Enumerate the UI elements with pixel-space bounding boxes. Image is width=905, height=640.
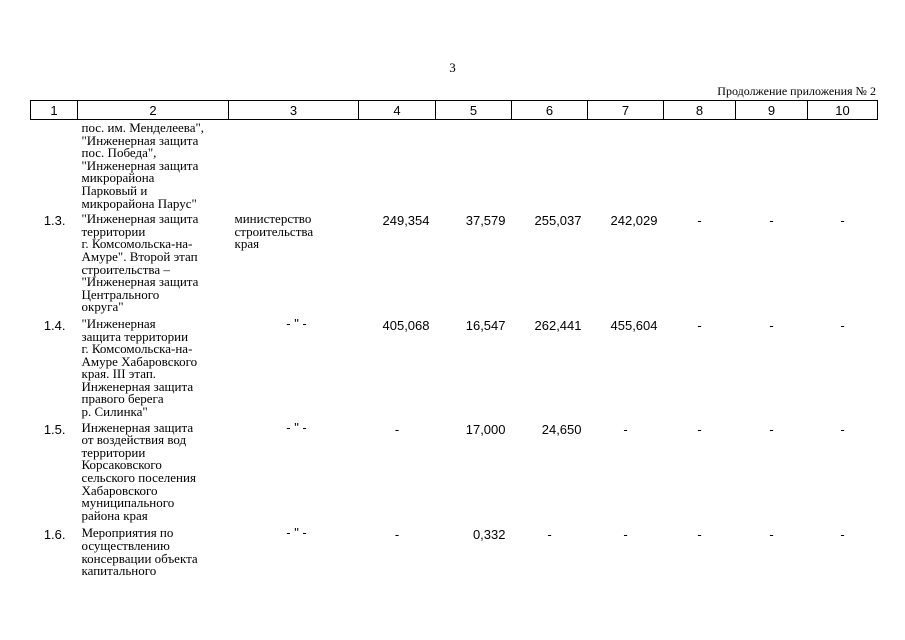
value-col5: 37,579 [465,213,506,229]
table-row [31,522,878,577]
value-col5 [436,120,512,211]
appendix-caption: Продолжение приложения № 2 [717,84,876,98]
table-row [31,120,878,211]
row-number: 1.6. [43,527,66,543]
value-col7: - [623,527,628,543]
header-cell: 3 [229,101,359,120]
value-col9: - [769,213,774,229]
page-number: 3 [449,60,456,75]
header-row [31,101,878,120]
value-col6 [512,120,588,211]
value-col9 [736,120,808,211]
header-cell: 4 [359,101,436,120]
value-col5: 17,000 [465,421,506,437]
executor [229,120,359,211]
appendix-table [30,100,878,578]
row-number: 1.4. [43,317,66,333]
value-col8: - [697,527,702,543]
value-col10: - [840,421,845,437]
table-row [31,419,878,523]
header-cell: 5 [436,101,512,120]
value-col5: 16,547 [465,317,506,333]
executor: - " - [286,525,307,541]
value-col8: - [697,421,702,437]
executor: - " - [286,419,307,435]
value-col4: 405,068 [382,317,430,333]
value-col4: 249,354 [382,213,430,229]
value-col9: - [769,527,774,543]
value-col7: 242,029 [610,213,658,229]
row-number: 1.3. [43,213,66,229]
executor: - " - [286,315,307,331]
value-col5: 0,332 [472,527,506,543]
value-col7: 455,604 [610,317,658,333]
row-number: 1.5. [43,421,66,437]
value-col8: - [697,213,702,229]
value-col7 [588,120,664,211]
value-col10: - [840,213,845,229]
measure-name: "Инженерная защита территории г. Комсомольска-на- Амуре Хабаровского края. III этап. Инженерная защита правого берега р. Силинка" [81,315,198,420]
value-col10: - [840,527,845,543]
header-cell: 7 [588,101,664,120]
value-col4 [359,120,436,211]
value-col8 [664,120,736,211]
value-col4: - [394,421,400,437]
value-col10: - [840,317,845,333]
header-cell: 9 [736,101,808,120]
header-cell: 10 [808,101,878,120]
value-col9: - [769,421,774,437]
header-cell: 1 [31,101,78,120]
value-col6: 24,650 [541,421,582,437]
header-cell: 6 [512,101,588,120]
measure-name: "Инженерная защита территории г. Комсомольска-на- Амуре". Второй этап строительства – "Инженерная защита Центрального округа" [81,211,199,315]
header-cell: 8 [664,101,736,120]
value-col9: - [769,317,774,333]
value-col7: - [623,421,628,437]
measure-name: пос. им. Менделеева", "Инженерная защита пос. Победа", "Инженерная защита микрорайона Парковый и микрорайона Парус" [81,120,205,211]
measure-name: Инженерная защита от воздействия вод территории Корсаковского сельского поселения Хабаровского муниципального района края [81,419,196,523]
executor: министерство строительства края [234,211,314,252]
value-col6: 262,441 [534,317,582,333]
header-cell: 2 [78,101,229,120]
row-number [31,120,78,211]
value-col6: - [547,527,552,543]
value-col10 [808,120,878,211]
measure-name: Мероприятия по осуществлению консервации объекта капитального [81,525,198,579]
table-row [31,314,878,419]
table-row [31,210,878,314]
value-col4: - [394,527,400,543]
value-col8: - [697,317,702,333]
value-col6: 255,037 [534,213,582,229]
